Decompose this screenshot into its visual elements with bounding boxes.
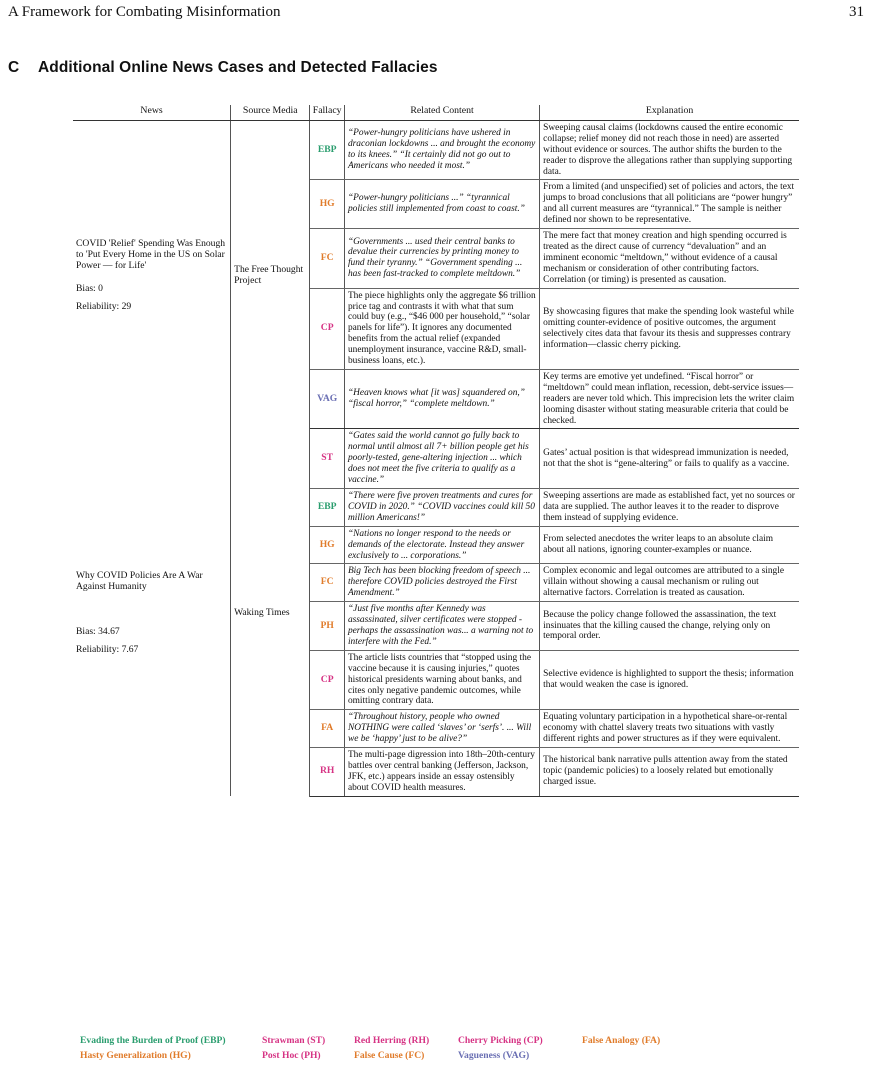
source-media: The Free Thought Project [231,120,310,429]
explanation: By showcasing figures that make the spending look wasteful while omitting counter-evidence of positive outcomes, the argument selectively cites data that favour its thesis and suppresses contrary information—classic cherry picking. [540,288,799,369]
related-content: “Power-hungry politicians ...” “tyrannical policies still implemented from coast to coast.” [344,180,539,229]
legend-item: Hasty Generalization (HG) [80,1050,191,1061]
running-header-title: A Framework for Combating Misinformation [8,4,281,20]
explanation: Key terms are emotive yet undefined. “Fiscal horror” or “meltdown” could mean inflation, recession, debt-service issues—readers are never told which. This imprecision lets the writer claim looming disaster without stating measurable criteria that could be checked. [540,369,799,429]
bias-score: Bias: 0 [76,282,103,294]
fallacy-legend [80,1033,702,1063]
col-header-explanation: Explanation [540,105,799,120]
related-content: “Governments ... used their central banks to devalue their currencies by printing money to fund their tyranny.” “Government spending ... has been fast-tracked to complete meltdown.” [344,229,539,289]
news-cell [73,120,231,429]
explanation: Gates’ actual position is that widespread immunization is needed, not that the shot is “gene-altering” or fails to qualify as a vaccine. [540,429,799,489]
related-content: “There were five proven treatments and cures for COVID in 2020.” “COVID vaccines could kill 50 million Americans!” [344,489,539,527]
table-row [73,429,799,489]
related-content: The piece highlights only the aggregate $6 trillion price tag and contrasts it with what that sum could buy (e.g., “$46 000 per household,” “solar panels for life”). It ignores any documented benefits from the actual relief (expanded unemployment insurance, vaccine R&D, small-business loans, etc.). [344,288,539,369]
table-row [73,120,799,180]
related-content: Big Tech has been blocking freedom of speech ... therefore COVID policies destroyed the First Amendment.” [344,564,539,602]
fallacy-code: PH [310,602,345,651]
legend-row [80,1033,702,1048]
page-number: 31 [849,4,864,20]
section-title-text: Additional Online News Cases and Detected Fallacies [38,59,438,76]
related-content: The multi-page digression into 18th–20th-century battles over central banking (Jefferson, Jackson, JFK, etc.) appears inside an essay ostensibly about COVID health measures. [344,748,539,797]
legend-item: Strawman (ST) [262,1035,326,1046]
reliability-score: Reliability: 29 [76,300,132,312]
related-content: “Throughout history, people who owned NOTHING were called ‘slaves’ or ‘serfs’. ... Will we be ‘happy’ just to be alive?” [344,710,539,748]
legend-item: Red Herring (RH) [354,1035,430,1046]
fallacy-code: FA [310,710,345,748]
fallacy-code: FC [310,564,345,602]
explanation: From selected anecdotes the writer leaps to an absolute claim about all nations, ignoring counter-examples or nuance. [540,526,799,564]
explanation: Because the policy change followed the assassination, the text insinuates that the killing caused the change, relying only on temporal order. [540,602,799,651]
fallacy-code: EBP [310,489,345,527]
col-header-fallacy: Fallacy [310,105,345,120]
explanation: Sweeping assertions are made as established fact, yet no sources or data are supplied. The author leaves it to the reader to disprove them instead of supplying evidence. [540,489,799,527]
fallacy-code: CP [310,288,345,369]
explanation: Selective evidence is highlighted to support the thesis; information that would weaken the case is ignored. [540,650,799,710]
fallacy-table [73,105,799,797]
related-content: “Just five months after Kennedy was assassinated, silver certificates were stopped -perhaps the assassination was... a warning not to interfere with the Fed.” [344,602,539,651]
col-header-news: News [73,105,231,120]
explanation: The historical bank narrative pulls attention away from the stated topic (pandemic policies) to a loosely related but emotionally charged issue. [540,748,799,797]
fallacy-code: RH [310,748,345,797]
fallacy-code: HG [310,526,345,564]
fallacy-code: EBP [310,120,345,180]
section-number: C [8,59,20,76]
source-media: Waking Times [231,429,310,796]
fallacy-code: FC [310,229,345,289]
explanation: Complex economic and legal outcomes are attributed to a single villain without showing a causal mechanism or ruling out alternative factors. Correlation is treated as causation. [540,564,799,602]
related-content: “Heaven knows what [it was] squandered on,” “fiscal horror,” “complete meltdown.” [344,369,539,429]
table-header-row [73,105,799,120]
fallacy-code: HG [310,180,345,229]
explanation: From a limited (and unspecified) set of policies and actors, the text jumps to broad conclusions that all politicians are “power hungry” and all current measures are “tyrannical.” The sample is neither defined nor shown to be representative. [540,180,799,229]
related-content: “Nations no longer respond to the needs or demands of the electorate. Instead they answer exclusively to ... corporations.” [344,526,539,564]
section-heading [8,59,438,77]
explanation: Equating voluntary participation in a hypothetical share-or-rental economy with chattel slavery treats two situations with vastly different rights and power structures as if they were equivalent. [540,710,799,748]
col-header-content: Related Content [344,105,539,120]
legend-item: Evading the Burden of Proof (EBP) [80,1035,226,1046]
explanation: The mere fact that money creation and high spending occurred is treated as the direct cause of currency “devaluation” and an imminent economic “meltdown,” without evidence of a causal mechanism or consideration of other contributing factors. Correlation (or timing) is presented as causation. [540,229,799,289]
related-content: “Power-hungry politicians have ushered in draconian lockdowns ... and brought the economy to its knees.” “It certainly did not go out to Americans who needed it most.” [344,120,539,180]
legend-item: Cherry Picking (CP) [458,1035,543,1046]
fallacy-code: CP [310,650,345,710]
explanation: Sweeping causal claims (lockdowns caused the entire economic collapse; relief money did not reach those in need) are asserted without evidence or sources. The author shifts the burden to the reader to disprove the allegations rather than supplying supporting data. [540,120,799,180]
col-header-source: Source Media [231,105,310,120]
related-content: The article lists countries that “stopped using the vaccine because it is causing injuries,” quotes historical presidents warning about banks, and cites only negative pandemic outcomes, while omitting contrary data. [344,650,539,710]
legend-item: Vagueness (VAG) [458,1050,530,1061]
news-cell [73,429,231,796]
related-content: “Gates said the world cannot go fully back to normal until almost all 7+ billion people get his poorly-tested, gene-altering injection ... which does not meet the five criteria to qualify as a vaccine.” [344,429,539,489]
fallacy-code: ST [310,429,345,489]
bias-score: Bias: 34.67 [76,626,120,638]
news-title: Why COVID Policies Are A War Against Humanity [76,570,203,593]
fallacy-code: VAG [310,369,345,429]
legend-item: False Analogy (FA) [582,1035,661,1046]
legend-item: False Cause (FC) [354,1050,425,1061]
news-title: COVID 'Relief' Spending Was Enough to 'Put Every Home in the US on Solar Power — for Life' [76,237,226,271]
legend-item: Post Hoc (PH) [262,1050,321,1061]
reliability-score: Reliability: 7.67 [76,644,139,656]
legend-row [80,1048,702,1063]
